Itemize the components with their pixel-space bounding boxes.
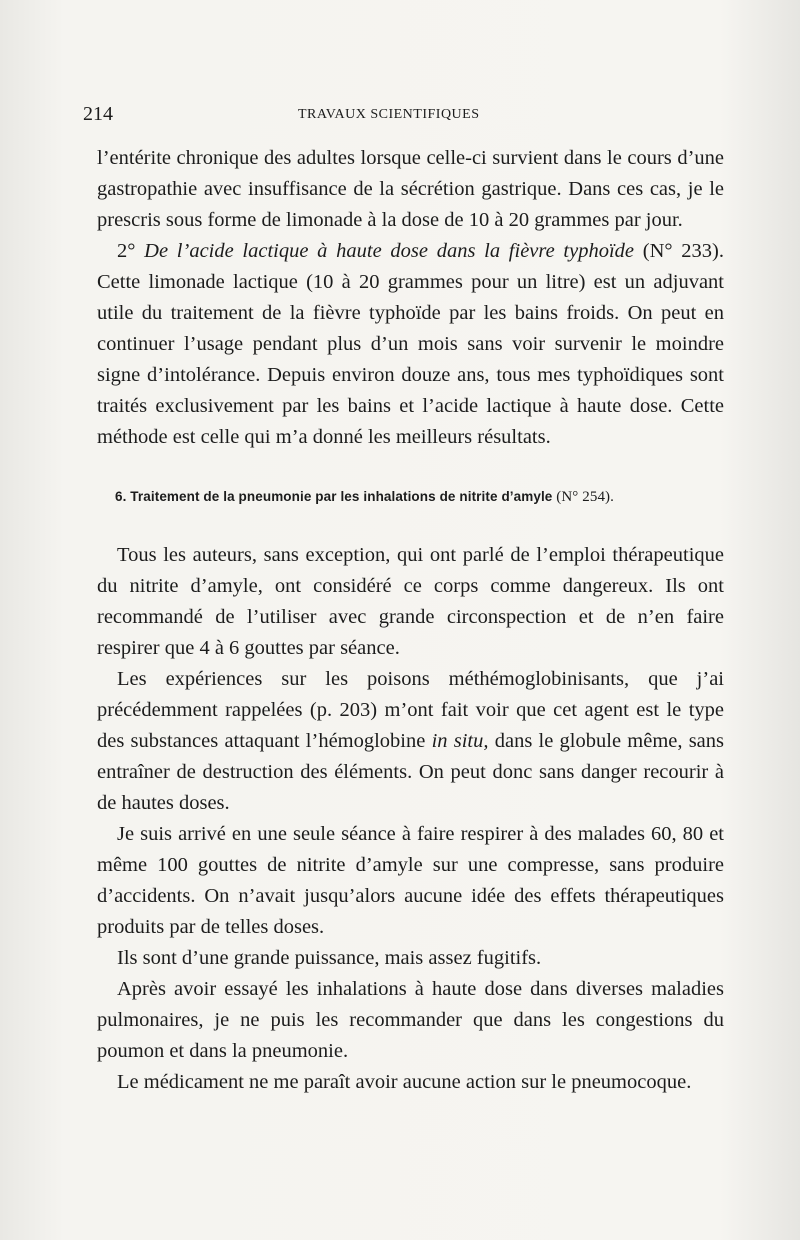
item-title: De l’acide lactique à haute dose dans la fièvre typhoïde: [144, 240, 635, 262]
paragraph-experiences: [97, 664, 724, 819]
experiences-text-after: dans le globule même, sans entraîner de destruction des éléments. On peut donc sans danger recourir à de hautes doses.: [97, 730, 725, 814]
paragraph-pneumocoque: Le médicament ne me paraît avoir aucune action sur le pneumocoque.: [117, 1071, 692, 1093]
paragraph-seance: Je suis arrivé en une seule séance à faire respirer à des malades 60, 80 et même 100 gouttes de nitrite d’amyle sur une compresse, sans produire d’accidents. On n’avait jusqu’alors aucune idée des effets thérapeutiques produits par de telles doses.: [97, 823, 724, 938]
paragraph-auteurs: Tous les auteurs, sans exception, qui ont parlé de l’emploi thérapeutique du nitrite d’amyle, ont considéré ce corps comme dangereux. Ils ont recommandé de l’utiliser avec grande circonspection et de n’en faire respirer que 4 à 6 gouttes par séance.: [97, 544, 724, 659]
section-spacer: [97, 506, 724, 540]
paragraph-acide-lactique: [97, 236, 724, 453]
paragraph-puissance: Ils sont d’une grande puissance, mais assez fugitifs.: [117, 947, 542, 969]
page-body: [97, 143, 724, 1098]
page-header: [83, 103, 723, 129]
section-title: 6. Traitement de la pneumonie par les inhalations de nitrite d’amyle: [115, 489, 553, 504]
item-ref: (N° 233).: [642, 240, 724, 262]
page-number: 214: [83, 103, 113, 125]
paragraph-inhalations: Après avoir essayé les inhalations à haute dose dans diverses maladies pulmonaires, je ne puis les recommander que dans les congestions du poumon et dans la pneumonie.: [97, 978, 724, 1062]
section-ref: (N° 254).: [556, 489, 615, 505]
experiences-text-before: Les expériences sur les poisons méthémoglobinisants, que j’ai précédemment rappelées (p. 203) m’ont fait voir que cet agent est le type des substances attaquant l’hémoglobine: [97, 668, 724, 752]
section-heading: [115, 489, 724, 506]
paragraph-enterite: l’entérite chronique des adultes lorsque celle-ci survient dans le cours d’une gastropathie avec insuffisance de la sécrétion gastrique. Dans ces cas, je le prescris sous forme de limonade à la dose de 10 à 20 grammes par jour.: [97, 147, 724, 231]
running-head: TRAVAUX SCIENTIFIQUES: [298, 107, 480, 122]
item-number: 2°: [117, 240, 136, 262]
experiences-italic: in situ,: [431, 730, 489, 752]
item-text: Cette limonade lactique (10 à 20 grammes pour un litre) est un adjuvant utile du traitement de la fièvre typhoïde par les bains froids. On peut en continuer l’usage pendant plus d’un mois sans voir survenir le moindre signe d’intolérance. Depuis environ douze ans, tous mes typhoïdiques sont traités exclusivement par les bains et l’acide lactique à haute dose. Cette méthode est celle qui m’a donné les meilleurs résultats.: [97, 271, 724, 448]
